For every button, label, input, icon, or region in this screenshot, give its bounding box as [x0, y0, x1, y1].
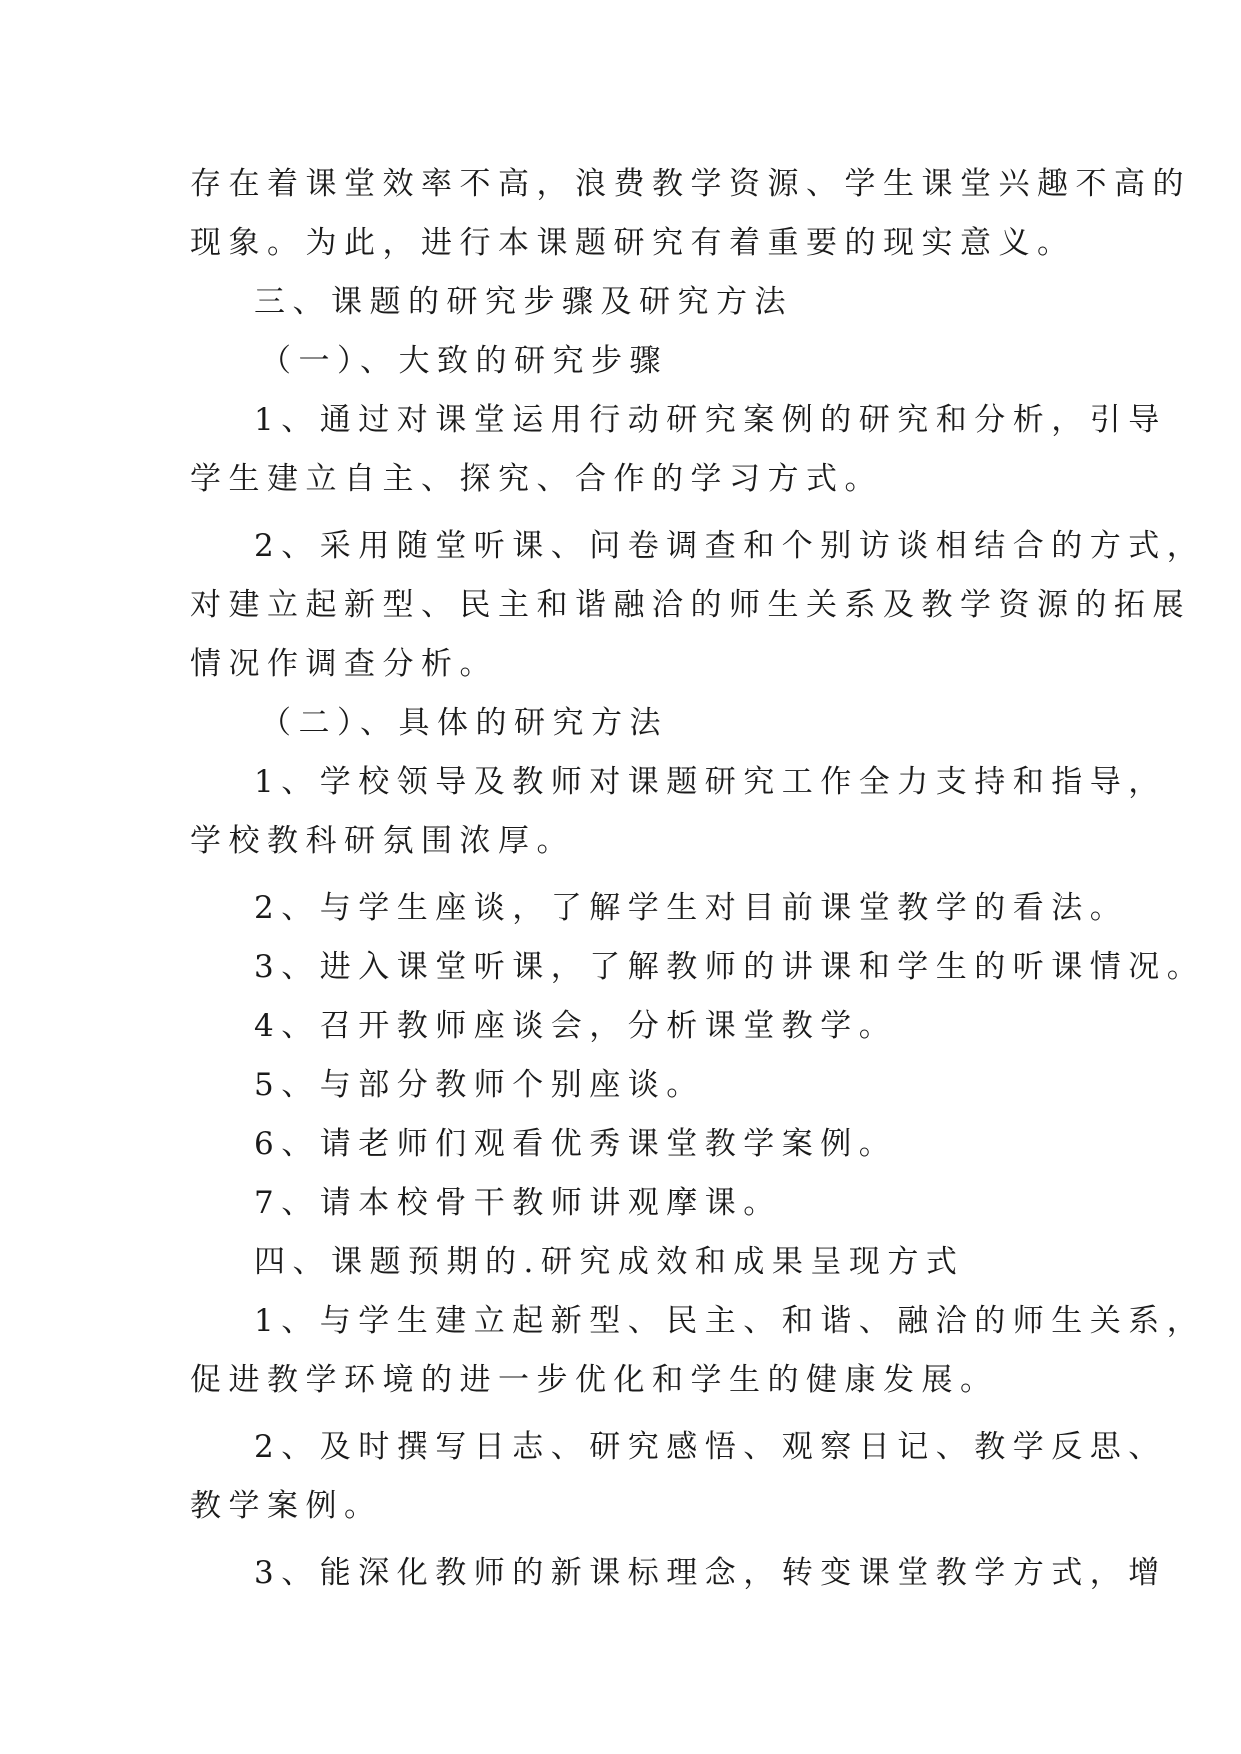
list-item: 2、及时撰写日志、研究感悟、观察日记、教学反思、: [254, 1429, 1167, 1465]
list-item: 6、请老师们观看优秀课堂教学案例。: [254, 1126, 898, 1162]
list-item: 7、请本校骨干教师讲观摩课。: [254, 1185, 782, 1221]
list-item: 3、能深化教师的新课标理念，转变课堂教学方式，增: [254, 1555, 1167, 1591]
list-item: 2、采用随堂听课、问卷调查和个别访谈相结合的方式，: [254, 528, 1206, 564]
subsection-heading: （二）、具体的研究方法: [260, 705, 668, 741]
list-item: 1、与学生建立起新型、民主、和谐、融洽的师生关系，: [254, 1303, 1206, 1339]
paragraph-line: 学生建立自主、探究、合作的学习方式。: [190, 461, 883, 497]
list-item: 4、召开教师座谈会，分析课堂教学。: [254, 1008, 898, 1044]
paragraph-line: 现象。为此，进行本课题研究有着重要的现实意义。: [190, 225, 1076, 261]
list-item: 5、与部分教师个别座谈。: [254, 1067, 705, 1103]
list-item: 3、进入课堂听课，了解教师的讲课和学生的听课情况。: [254, 949, 1206, 985]
paragraph-line: 对建立起新型、民主和谐融洽的师生关系及教学资源的拓展: [190, 587, 1191, 623]
document-body: [190, 155, 1206, 1603]
list-item: 2、与学生座谈，了解学生对目前课堂教学的看法。: [254, 890, 1129, 926]
subsection-heading: （一）、大致的研究步骤: [260, 343, 668, 379]
paragraph-line: 促进教学环境的进一步优化和学生的健康发展。: [190, 1362, 999, 1398]
paragraph-line: 教学案例。: [190, 1488, 383, 1524]
paragraph-line: 存在着课堂效率不高，浪费教学资源、学生课堂兴趣不高的: [190, 166, 1191, 202]
list-item: 1、学校领导及教师对课题研究工作全力支持和指导，: [254, 764, 1167, 800]
paragraph-line: 学校教科研氛围浓厚。: [190, 823, 575, 859]
list-item: 1、通过对课堂运用行动研究案例的研究和分析，引导: [254, 402, 1167, 438]
paragraph-line: 情况作调查分析。: [190, 646, 498, 682]
section-heading: 四、课题预期的.研究成效和成果呈现方式: [254, 1244, 965, 1280]
section-heading: 三、课题的研究步骤及研究方法: [254, 284, 793, 320]
